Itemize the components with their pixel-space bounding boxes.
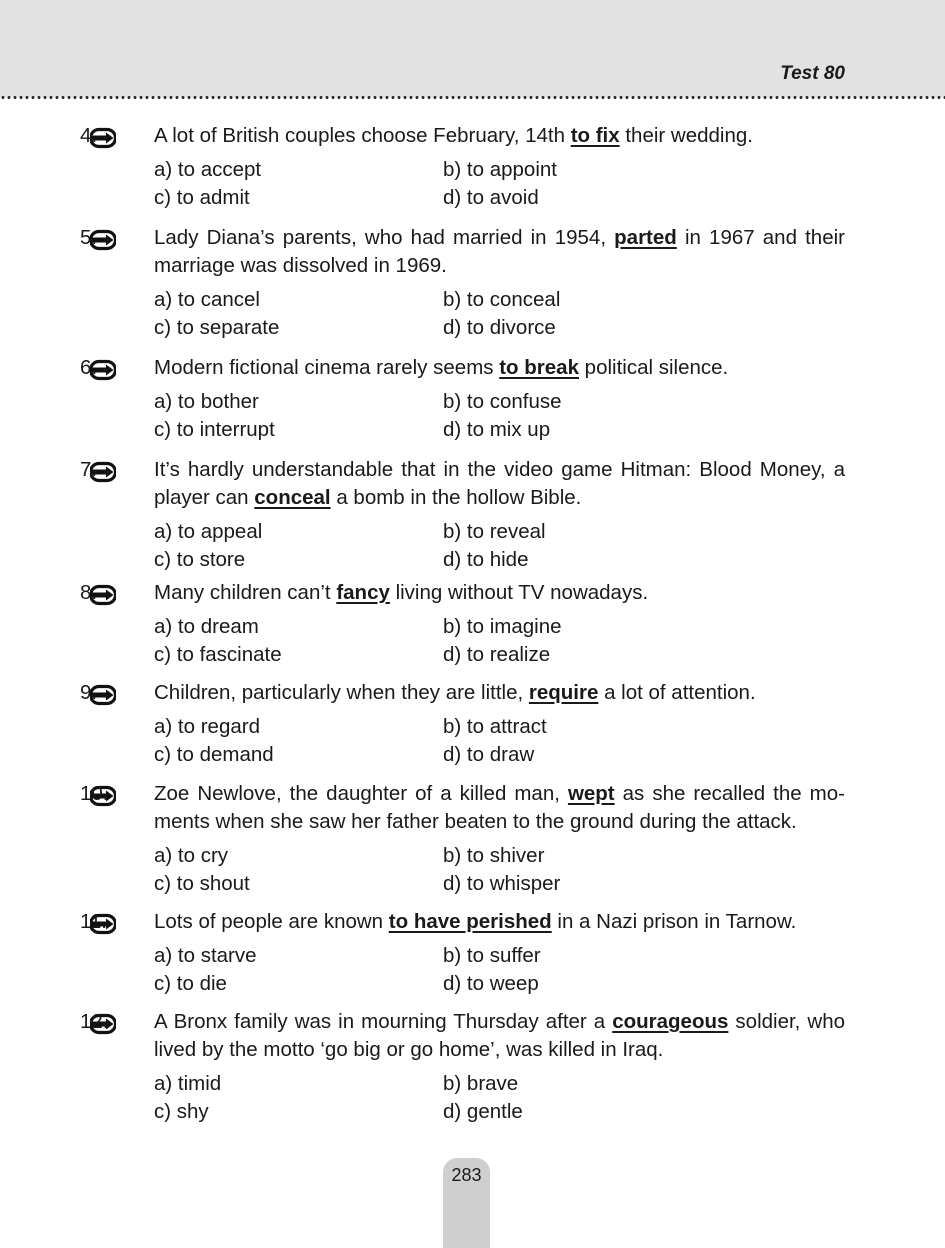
underlined-keyword: require: [528, 681, 599, 704]
option-d: d) gentle: [443, 1100, 523, 1123]
option-c: c) to die: [154, 972, 227, 995]
option-a: a) to cry: [154, 844, 229, 867]
option-c: c) to admit: [154, 186, 250, 209]
question-number: 12.: [80, 1010, 109, 1033]
option-a: a) to regard: [154, 715, 260, 738]
option-b: b) to conceal: [443, 288, 561, 311]
question-text-after: soldier, who lived by the motto ‘go big or go home’, was killed in Iraq.: [154, 1010, 846, 1061]
question-stem: [80, 456, 845, 512]
question-number: 5.: [80, 226, 98, 249]
option-d: d) to realize: [443, 643, 551, 666]
question-number: 9.: [80, 681, 98, 704]
option-d: d) to weep: [443, 972, 539, 995]
test-label: Test 80: [780, 63, 845, 84]
option-b: b) to imagine: [443, 615, 562, 638]
question-text-before: Modern fictional cinema rarely seems: [154, 356, 500, 379]
option-c: c) to store: [154, 548, 246, 571]
question-text-before: A lot of British couples choose February, 14th: [154, 124, 571, 147]
option-b: b) to appoint: [443, 158, 557, 181]
question-text-after: a bomb in the hollow Bible.: [330, 486, 582, 509]
question-text-before: Children, particularly when they are little,: [154, 681, 529, 704]
option-b: b) to shiver: [443, 844, 545, 867]
option-a: a) to starve: [154, 944, 257, 967]
question-number: 8.: [80, 581, 98, 604]
question-text-before: Many children can’t: [154, 581, 337, 604]
option-d: d) to draw: [443, 743, 535, 766]
question-stem: [80, 224, 845, 280]
option-b: b) to suffer: [443, 944, 541, 967]
question-text-after: as she recalled the mo-ments when she saw her father beaten to the ground during the attack.: [154, 782, 845, 833]
question-text-before: Lady Diana’s parents, who had married in 1954,: [154, 226, 615, 249]
option-a: a) to bother: [154, 390, 259, 413]
option-c: c) to demand: [154, 743, 274, 766]
question-text-before: A Bronx family was in mourning Thursday after a: [154, 1010, 613, 1033]
underlined-keyword: to break: [499, 356, 579, 379]
option-a: a) to accept: [154, 158, 262, 181]
option-a: a) to appeal: [154, 520, 263, 543]
question-stem: [80, 908, 845, 936]
option-d: d) to mix up: [443, 418, 551, 441]
question-stem: [80, 354, 845, 382]
question-text-after: in 1967 and their marriage was dissolved in 1969.: [154, 226, 845, 277]
question-text-after: living without TV nowadays.: [389, 581, 649, 604]
underlined-keyword: courageous: [612, 1010, 729, 1033]
question-number: 10.: [80, 782, 109, 805]
underlined-keyword: parted: [614, 226, 677, 249]
option-a: a) to dream: [154, 615, 259, 638]
option-c: c) shy: [154, 1100, 209, 1123]
option-b: b) to reveal: [443, 520, 546, 543]
question-text-before: Lots of people are known: [154, 910, 389, 933]
question-stem: [80, 122, 845, 150]
dotted-divider: [0, 95, 945, 100]
question-text-after: their wedding.: [619, 124, 753, 147]
underlined-keyword: to fix: [570, 124, 620, 147]
question-number: 7.: [80, 458, 98, 481]
option-d: d) to hide: [443, 548, 529, 571]
underlined-keyword: wept: [567, 782, 615, 805]
page-number: 283: [451, 1165, 482, 1185]
question-number: 4.: [80, 124, 98, 147]
underlined-keyword: conceal: [254, 486, 331, 509]
underlined-keyword: fancy: [336, 581, 390, 604]
question-stem: [80, 679, 845, 707]
option-c: c) to separate: [154, 316, 280, 339]
option-d: d) to avoid: [443, 186, 539, 209]
option-c: c) to fascinate: [154, 643, 282, 666]
underlined-keyword: to have perished: [388, 910, 552, 933]
question-stem: [80, 579, 845, 607]
option-a: a) to cancel: [154, 288, 260, 311]
option-b: b) to attract: [443, 715, 547, 738]
question-text-after: a lot of attention.: [598, 681, 756, 704]
option-b: b) to confuse: [443, 390, 562, 413]
question-text-after: political silence.: [578, 356, 729, 379]
option-b: b) brave: [443, 1072, 519, 1095]
question-stem: [80, 1008, 846, 1064]
question-text-before: Zoe Newlove, the daughter of a killed man,: [154, 782, 568, 805]
option-c: c) to shout: [154, 872, 250, 895]
option-a: a) timid: [154, 1072, 222, 1095]
question-text-after: in a Nazi prison in Tarnow.: [551, 910, 797, 933]
question-number: 6.: [80, 356, 98, 379]
option-d: d) to whisper: [443, 872, 561, 895]
question-number: 11.: [80, 910, 107, 933]
option-c: c) to interrupt: [154, 418, 275, 441]
option-d: d) to divorce: [443, 316, 556, 339]
question-text-before: It’s hardly understandable that in the video game Hitman: Blood Money, a player can: [154, 458, 845, 509]
question-stem: [80, 780, 845, 836]
